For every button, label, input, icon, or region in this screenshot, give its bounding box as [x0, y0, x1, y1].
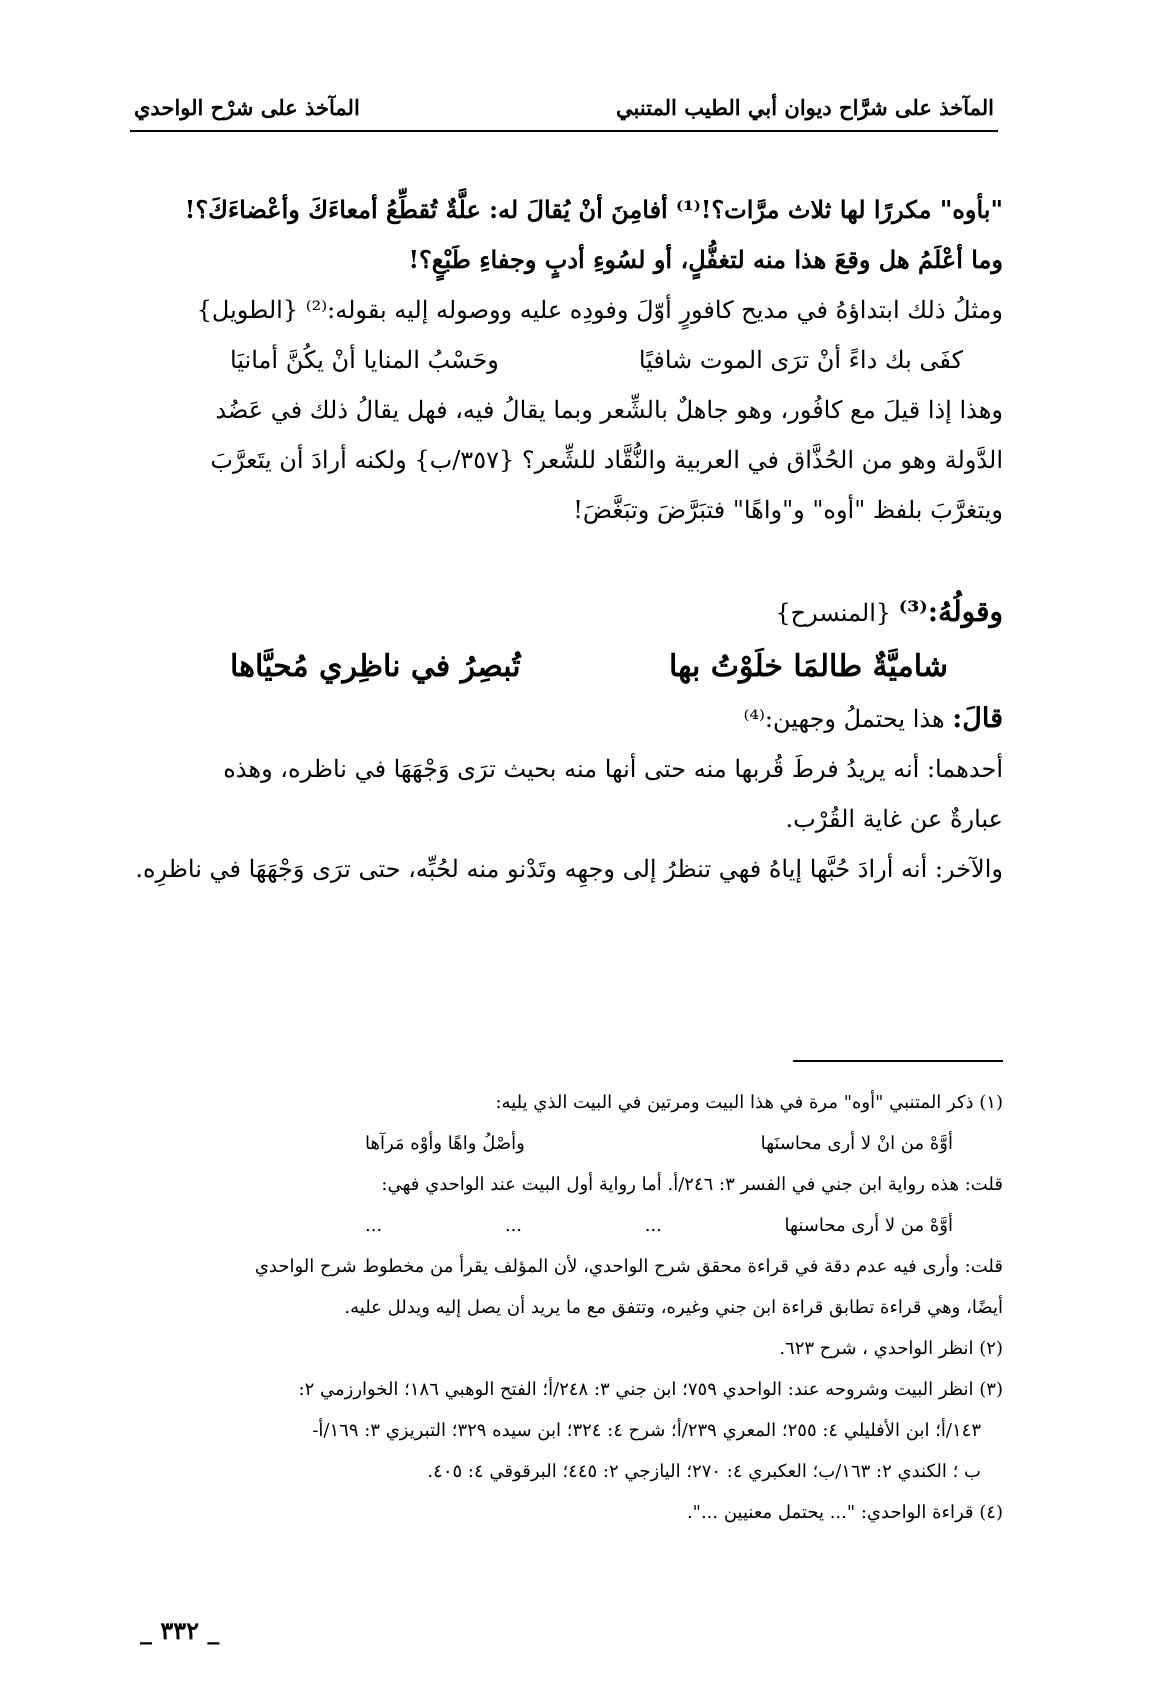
- verse-second-hemistich: تُبصِرُ في ناظِري مُحيَّاها: [230, 648, 521, 684]
- main-text: [135, 185, 1003, 894]
- paragraph-line: وهذا إذا قيلَ مع كافُور، وهو جاهلٌ بالشِّعر وبما يقالُ فيه، فهل يقالُ ذلك في عَضُد: [215, 396, 1003, 424]
- footnote-comment-line: أيضًا، وهي قراءة تطابق قراءة ابن جني وغيره، وتتفق مع ما يريد أن يصل إليه ويدلل عليه.: [344, 1297, 1003, 1318]
- quote-intro-word: وقولُهُ:⁽³⁾: [898, 595, 1003, 628]
- verse-first-hemistich: أوَّهْ من لا أرى محاسنها: [784, 1215, 953, 1236]
- ellipsis: ...: [504, 1215, 523, 1236]
- header-book-title: المآخذ على شرَّاح ديوان أبي الطيب المتنبي: [616, 94, 994, 120]
- quote-intro: [135, 587, 1003, 638]
- paragraph-line: أحدهما: أنه يريدُ فرطَ قُربها منه حتى أنها منه بحيث ترَى وَجْهَهَا في ناظره، وهذه: [223, 755, 1003, 783]
- ellipsis: ...: [365, 1215, 383, 1236]
- footnote-3-line: ١٤٣/أ؛ ابن الأفليلي ٤: ٢٥٥؛ المعري ٢٣٩/أ؛ شرح ٤: ٣٢٤؛ ابن سيده ٣٢٩؛ التبريزي ٣: ١٦٩/أ-: [312, 1420, 981, 1441]
- ellipsis: ...: [644, 1215, 662, 1236]
- paragraph-line: وما أعْلَمُ هل وقعَ هذا منه لتغفُّلٍ، أو لسُوءِ أدبٍ وجفاءِ طَبْعٍ؟!: [408, 245, 1003, 274]
- verse-second-hemistich: وحَسْبُ المنايا أنْ يكُنَّ أمانيَا: [230, 346, 499, 374]
- footnote-verse: [365, 1205, 953, 1246]
- verse-second-hemistich: وأصْلُ واهًا وأوْه مَرآها: [365, 1133, 525, 1154]
- footnote-comment-line: قلت: وأرى فيه عدم دقة في قراءة محقق شرح الواحدي، لأن المؤلف يقرأ من مخطوط شرح الواحدي: [254, 1256, 1003, 1277]
- footnote-1: (١) ذكر المتنبي "أوه" مرة في هذا البيت ومرتين في البيت الذي يليه:: [495, 1092, 1003, 1113]
- paragraph-line: عبارةٌ عن غاية القُرْب.: [785, 805, 1003, 833]
- paragraph-line: الدَّولة وهو من الحُذَّاق في العربية والنُّقَّاد للشِّعر؟ {٣٥٧/ب} ولكنه أرادَ أن يتَعرَّبَ: [210, 446, 1003, 474]
- footnote-separator: [793, 1060, 1003, 1062]
- commentary-intro: [135, 694, 1003, 744]
- footnote-3-line: ب ؛ الكندي ٢: ١٦٣/ب؛ العكبري ٤: ٢٧٠؛ اليازجي ٢: ٤٤٥؛ البرقوقي ٤: ٤٠٥.: [427, 1461, 981, 1482]
- footnote-comment: قلت: هذه رواية ابن جني في الفسر ٣: ٢٤٦/أ. أما رواية أول البيت عند الواحدي فهي:: [381, 1174, 1003, 1195]
- footnotes: [150, 1082, 1003, 1533]
- running-header: [130, 90, 998, 132]
- meter-name: {المنسرح}: [775, 599, 892, 627]
- poetry-verse-featured: [230, 638, 948, 694]
- footnote-3-line: (٣) انظر البيت وشروحه عند: الواحدي ٧٥٩؛ ابن جني ٣: ٢٤٨/أ؛ الفتح الوهبي ١٨٦؛ الخوارزمي ٢:: [298, 1379, 1003, 1400]
- page-number: _ ٣٣٢ _: [140, 1616, 220, 1645]
- footnote-verse: [365, 1123, 953, 1164]
- verse-first-hemistich: أوَّهْ من انْ لا أرى محاسنَها: [760, 1133, 953, 1154]
- footnote-4: (٤) قراءة الواحدي: "... يحتمل معنيين ...".: [686, 1502, 1003, 1523]
- paragraph: والآخر: أنه أرادَ حُبَّها إياهُ فهي تنظرُ إلى وجهِه وتَدْنو منه لحُبِّه، حتى ترَى وَجْهَهَا في ناظرِه.: [135, 855, 1003, 883]
- qala-text: هذا يحتملُ وجهين:⁽⁴⁾: [743, 705, 945, 733]
- paragraph: ومثلُ ذلك ابتداؤهُ في مديح كافورٍ أوّلَ وفودِه عليه ووصوله إليه بقوله:⁽²⁾ {الطويل}: [196, 296, 1003, 324]
- paragraph-line: "بأوه" مكررًا لها ثلاث مرَّات؟!⁽¹⁾ أفامِنَ أنْ يُقالَ له: علَّةٌ تُقطِّعُ أمعاءَكَ وأعْضاءَكَ؟!: [184, 195, 1003, 224]
- qala-word: قالَ:: [952, 703, 1003, 734]
- poetry-verse: [230, 335, 963, 385]
- footnote-2: (٢) انظر الواحدي ، شرح ٦٢٣.: [779, 1338, 1003, 1359]
- paragraph-line: ويتغرَّبَ بلفظ "أوه" و"واهًا" فتبَرَّضَ وتبَغَّضَ!: [573, 496, 1003, 524]
- verse-first-hemistich: كفَى بك داءً أنْ ترَى الموت شافيًا: [638, 346, 963, 374]
- header-section-title: المآخذ على شرْح الواحدي: [134, 94, 360, 120]
- verse-first-hemistich: شاميَّةٌ طالمَا خلَوْتُ بها: [669, 648, 948, 684]
